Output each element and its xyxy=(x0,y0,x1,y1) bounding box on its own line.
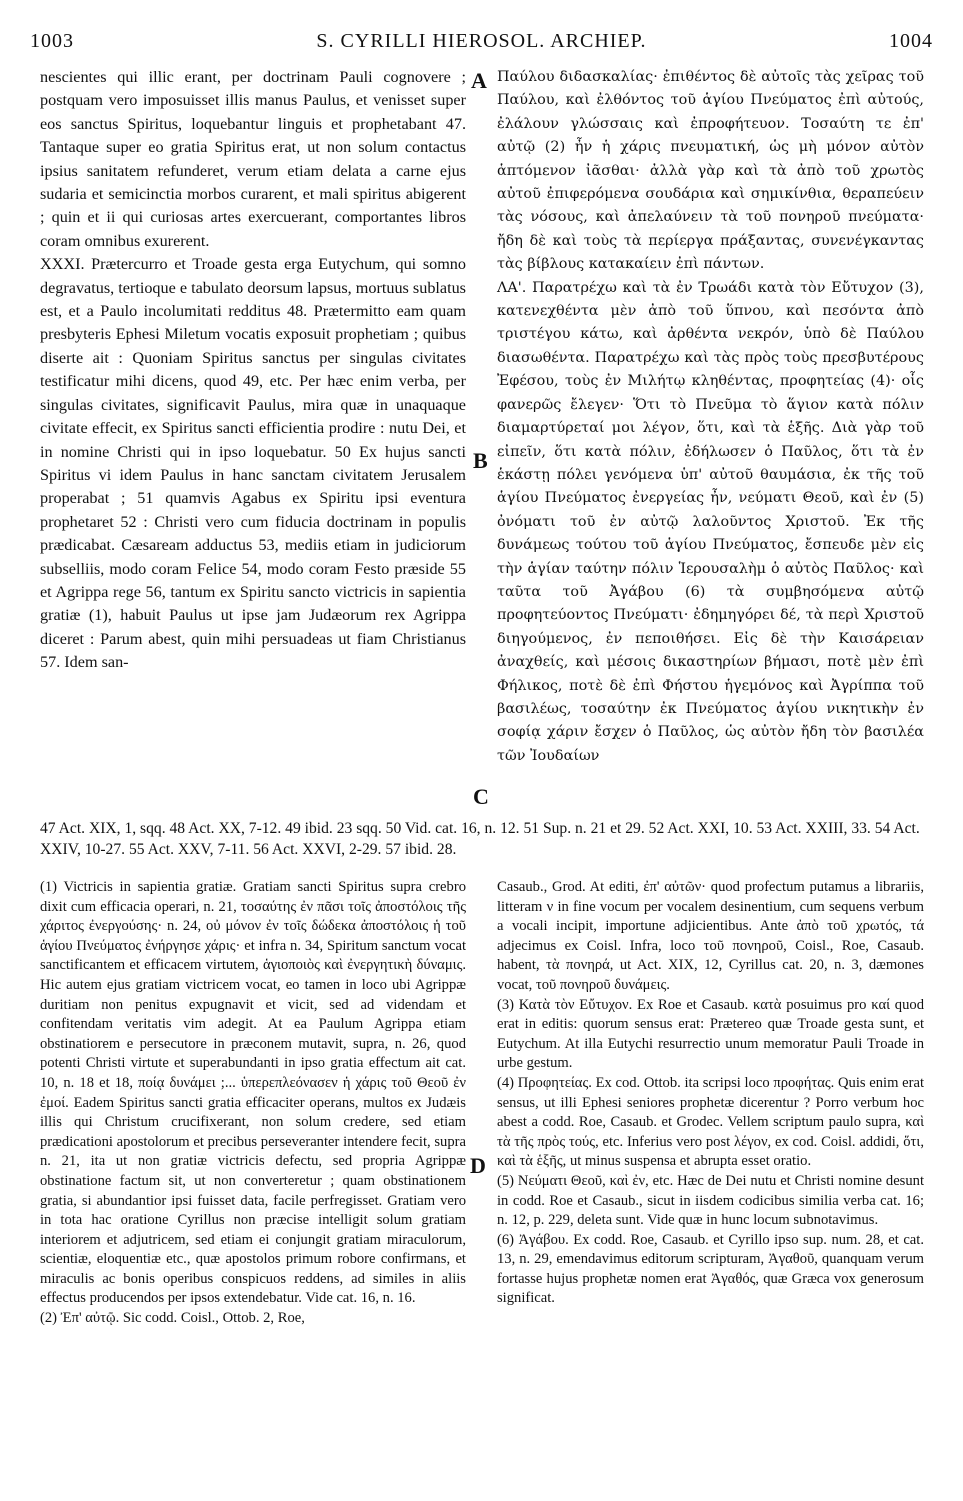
latin-column: nescientes qui illic erant, per doctrinam Pauli cognovere ; postquam vero imposuisset illis manus Paulus, et venisset super eos sanctus Spiritus, loquebantur linguis et prophetabant 47. Tantaque super eo gratia Spiritus erat, ut non solum contactus ipsius sanitatem refunderet, verum etiam delata a carne ejus sudaria et semicinctia morbos curarent, et mali spiritus abigerent ; quin et ii qui curiosas artes exercuerant, comportantes libros coram omnibus exurerent. XXXI. Prætercurro et Troade gesta erga Eutychum, qui somno degravatus, tertioque e tabulato deorsum lapsus, mortuus sublatus est, et a Paulo incolumitati redditus 48. Prætermitto eam quam presbyteris Ephesi Miletum vocatis exposuit prophetiam ; quibus diserte ait : Quoniam Spiritus sanctus per singulas civitates testificatur mihi dicens, quod 49, etc. Per hæc enim verba, per singulas civitates, significavit Paulus, mira quæ in unaquaque civitate effecit, ex Spiritus sancti efficientia prodire : nutu Dei, et in nomine Christi qui in ipso loquebatur. 50 Ex hujus sancti Spiritus vi idem Paulus in hanc sanctam civitatem Jerusalem properabat ; 51 quamvis Agabus ex Spiritu ipsi eventura prophetaret 52 : Christi vero cum fiducia doctrinam in populis prædicabat. Cæsaream adductus 53, mediis etiam in judiciorum subselliis, modo coram Felice 54, modo coram Festo præside 55 et Agrippa rege 56, tantum ex Spiritu sancto victricis in sapientia gratiæ (1), habuit Paulus ut ipse jam Judæorum rex Agrippa diceret : Parum abest, quin mihi persuadeas ut fiam Christianus 57. Idem san- xyxy=(40,68,466,672)
right-page-number: 1004 xyxy=(889,30,933,52)
margin-marker-a: A xyxy=(471,68,487,93)
footnotes-right: Casaub., Grod. At editi, ἐπ' αὐτῶν· quod profectum putamus a librariis, litteram ν in fine vocum per vocalem desinentium, cum sequens verbum a vocali incipit, importune adjicientibus. Ante ἀπὸ τοῦ χρωτός, τά adjecimus ex Coisl. Infra, loco τοῦ πονηροῦ, Coisl., Roe, Casaub. habent, τὰ πονηρά, ut Act. XIX, 12, Cyrillus cat. 20, n. 3, dæmones vocat, τοῦ πονηροῦ δυνάμεις. (3) Κατὰ τὸν Εὔτυχον. Ex Roe et Casaub. κατὰ posuimus pro καί quod erat in editis: quorum sensus erat: Prætereo quæ Troade gesta sunt, et Eutychum. At illa Eutychi resurrectio unum memoratur Pauli Troade in urbe gestum. (4) Προφητείας. Ex cod. Ottob. ita scripsi loco προφήτας. Quis enim erat sensus, ut illi Ephesi seniores prophetæ dicerentur ? Porro verbum hoc abest a codd. Roe, Casaub. et Grodec. Vellem scriptum paulo supra, καὶ τὰ τῆς πρὸς τούς, etc. Inferius vero post λέγον, ex cod. Coisl. addidi, ὅτι, καὶ τὰ ἑξῆς, ut minus suspensa et abrupta esset oratio. (5) Νεύματι Θεοῦ, καὶ ἐν, etc. Hæc de Dei nutu et Christi nomine desunt in codd. Roe et Casaub., sicut in iisdem codicibus similia verba cat. 16; n. 12, p. 229, deleta sunt. Vide quæ in hunc locum subnotavimus. (6) Ἀγάβου. Ex codd. Roe, Casaub. et Cyrillo ipso sup. num. 28, et cat. 13, n. 29, emendavimus editorum scripturam, Ἀγαθοῦ, quanquam verum fortasse hujus prophetæ nomen erat Ἀγαθός, quæ Græca vox generosum significat. xyxy=(497,879,924,1307)
running-title: S. CYRILLI HIEROSOL. ARCHIEP. xyxy=(316,30,647,52)
footnotes-left: (1) Victricis in sapientia gratiæ. Gratiam sancti Spiritus supra crebro dixit cum efficacia operari, n. 21, τοσαύτης ἐν πᾶσι τοῖς ἀποστόλοις τῆς χάριτος ἐνεργούσης· n. 24, οὐ μόνον ἐν τοῖς δώδεκα ἀποστόλοις ἡ τοῦ ἁγίου Πνεύματος ἐνήργησε χάρις· et infra n. 34, Spiritum sanctum vocat sanctificantem et efficacem virtutem, ἁγιοποιὸς καὶ ἐνεργητικὴ δύναμις. Hic autem ejus gratiam victricem vocat, eo tamen in loco ubi Agrippæ duritiam non penitus expugnavit et vicit, sed ad videndam et confitendam veritatis vim adegit. At ea Paulum Agrippa etiam obstinatiorem e persecutore in præconem mutavit, supra, n. 26, quod potenti Christi virtute et superabundanti in ipso gratia effectum ait cat. 10, n. 18 et 18, ποίᾳ δυνάμει ;... ὑπερεπλεόνασεν ἡ χάρις τοῦ Θεοῦ ἐν ἐμοί. Eadem Spiritus sancti gratia efficaciter operans, multos ex Judæis illis qui Christum crucifixerant, non solum credere, sed etiam prædicationi apostolorum et precibus perseveranter intendere fecit, supra n. 21, ita ut non gratiæ victricis defectu, sed propria Agrippæ obstinatione factum sit, ut non converteretur ; quam obstinationem gratia, si abundantior ipsi fuisset data, facile perfregisset. Gratiam vero in tota hac oratione Cyrillus non præcise intelligit solum gratiam interiorem et adjutricem, sed etiam ei conjungit gratiam miraculorum, scientiæ, eloquentiæ etc., quæ apostolos primum robore confirmans, et miraculis ac bonis operibus conspicuos reddens, ad similes in aliis effectus producendos per ipsos extendebatur. Vide cat. 16, n. 16. (2) Ἐπ' αὐτῷ. Sic codd. Coisl., Ottob. 2, Roe, xyxy=(40,879,466,1327)
margin-marker-b: B xyxy=(473,448,488,473)
running-header xyxy=(30,30,933,60)
greek-column: Παύλου διδασκαλίας· ἐπιθέντος δὲ αὐτοῖς τὰς χεῖρας τοῦ Παύλου, καὶ ἐλθόντος τοῦ ἁγίου Πνεύματος ἐπὶ αὐτούς, ἐλάλουν γλώσσαις καὶ ἐπροφήτευον. Τοσαύτη τε ἐπ' αὐτῷ (2) ἦν ἡ χάρις πνευματική, ὡς μὴ μόνον αὐτὸν ἁπτόμενον ἰᾶσθαι· ἀλλὰ γὰρ καὶ τὰ ἀπὸ τοῦ χρωτὸς αὐτοῦ ἐπιφερόμενα σουδάρια καὶ σημικίνθια, θεραπεύειν τὰς νόσους, καὶ ἀπελαύνειν τὰ τοῦ πονηροῦ πνεύματα· ἤδη δὲ καὶ τοὺς τὰ περίεργα πράξαντας, συνενέγκαντας τὰς βίβλους κατακαίειν ἐπὶ πάντων. ΛΑ'. Παρατρέχω καὶ τὰ ἐν Τρωάδι κατὰ τὸν Εὔτυχον (3), κατενεχθέντα μὲν ἀπὸ τοῦ ὕπνου, καὶ πεσόντα ἀπὸ τριστέγου κάτω, καὶ ἀρθέντα νεκρόν, ὑπὸ δὲ Παύλου διασωθέντα. Παρατρέχω καὶ τὰς πρὸς τοὺς πρεσβυτέρους Ἐφέσου, τοὺς ἐν Μιλήτῳ κληθέντας, προφητείας (4)· οἷς φανερῶς ἔλεγεν· Ὅτι τὸ Πνεῦμα τὸ ἅγιον κατὰ πόλιν διαμαρτύρεταί μοι λέγον, ὅτι, καὶ τὰ ἑξῆς. Διὰ γὰρ τοῦ εἰπεῖν, ὅτι κατὰ πόλιν, ἐδήλωσεν ὁ Παῦλος, ὅτι τὰ ἐν ἑκάστῃ πόλει γενόμενα ὑπ' αὐτοῦ θαυμάσια, ἐκ τῆς τοῦ ἁγίου Πνεύματος ἐνεργείας ἦν, νεύματι Θεοῦ, καὶ ἐν (5) ὀνόματι τοῦ ἐν αὐτῷ λαλοῦντος Χριστοῦ. Ἐκ τῆς δυνάμεως τούτου τοῦ ἁγίου Πνεύματος, ἔσπευδε μὲν εἰς τὴν ἁγίαν ταύτην πόλιν Ἱερουσαλὴμ ὁ αὐτὸς Παῦλος· καὶ ταῦτα τοῦ Ἀγάβου (6) τὰ συμβησόμενα αὐτῷ προφητεύοντος Πνεύματι· ἐδημηγόρει δέ, τὰ περὶ Χριστοῦ διηγούμενος, ἐν πεποιθήσει. Εἰς δὲ τὴν Καισάρειαν ἀναχθείς, καὶ μέσοις δικαστηρίων βήμασι, ποτὲ μὲν ἐπὶ Φήλικος, ποτὲ δὲ ἐπὶ Φήστου ἡγεμόνος καὶ Ἀγρίππα τοῦ βασιλέως, τοσαύτην ἐκ Πνεύματος ἁγίου νικητικὴν ἐν σοφίᾳ χάριν ἔσχεν ὁ Παῦλος, ὡς αὐτὸν ἤδη τὸν βασιλέα τῶν Ἰουδαίων xyxy=(497,69,924,764)
scripture-references: 47 Act. XIX, 1, sqq. 48 Act. XX, 7-12. 49 ibid. 23 sqq. 50 Vid. cat. 16, n. 12. 51 Sup. n. 21 et 29. 52 Act. XXI, 10. 53 Act. XXIII, 33. 54 Act. XXIV, 10-27. 55 Act. XXV, 7-11. 56 Act. XXVI, 2-29. 57 ibid. 28. xyxy=(40,820,920,858)
left-page-number: 1003 xyxy=(30,30,74,52)
margin-marker-d: D xyxy=(470,1153,486,1178)
margin-marker-c: C xyxy=(473,784,489,809)
